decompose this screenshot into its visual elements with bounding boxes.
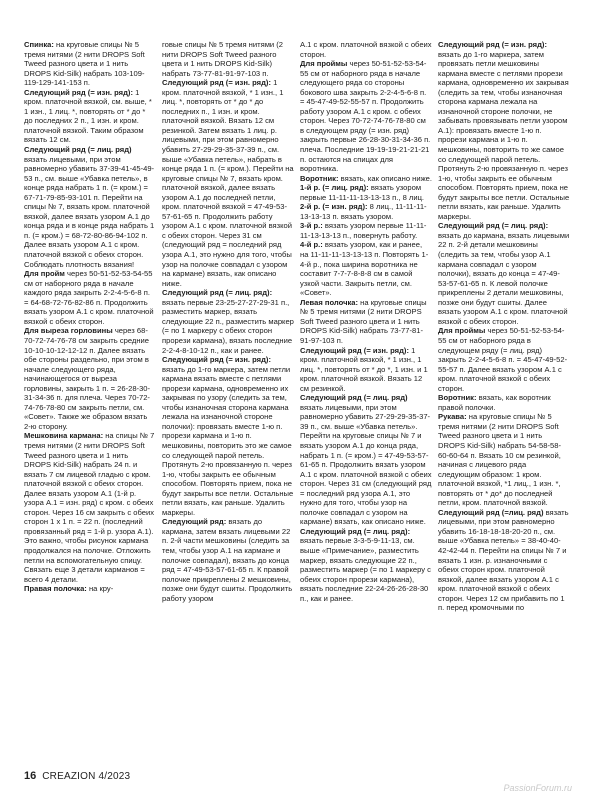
page-number: 16 <box>24 770 37 782</box>
paragraph <box>438 393 570 412</box>
paragraph-heading: Следующий ряд (= лиц. ряд) <box>24 145 132 155</box>
paragraph-text: вязать до 1-го маркера, затем провязать петли мешковины кармана вместе с петлями прорези кармана, одновременно их закрывая (следить за тем, чтобы изнаночная сторона кармана лежала на изнаночной стороне полочки, не забывать провязывать петли узором А.1): провязать вместе 1-ю п. прорези кармана и 1-ю п. мешковины, повторить то же самое со следующей парой петель. Протянуть 2-ю провязанную п. через 1-ю, чтобы закрыть ее обычным способом. Повторять прием, пока не будут закрыты все петли. Остальные петли вязать, как раньше. Удалить маркеры. <box>438 49 570 221</box>
paragraph-heading: Рукава: <box>438 412 467 422</box>
page-footer <box>24 770 130 782</box>
paragraph-text: на кру- <box>86 584 114 594</box>
paragraph-text: вязать лицевыми, при этом равномерно убавить 16-18-18-18-20-20 п., см. выше «Убавка петель» = 38-40-40-42-42-44 п. Перейти на спицы № 7 и вязать 1 изн. р. изнаночными с обеих сторон кром. платочной вязкой, далее вязать узором А.1 с кром. платочной вязкой с обеих сторон. Через 12 см прибавить по 1 п. перед кромочными по <box>438 507 569 613</box>
paragraph-text: вязать до 1-го маркера, затем петли кармана вязать вместе с петлями прорези кармана, одновременно их закрывая по узору (следить за тем, чтобы изнаночная сторона кармана лежала на изнаночной стороне полочки): провязать вместе 1-ю п. прорези кармана и 1-ю п. мешковины, повторить это же самое со следующей парой петель. Протянуть 2-ю провязанную п. через 1-ю, чтобы закрыть ее обычным способом. Повторять прием, пока не будут закрыты все петли. Остальные петли вязать, как раньше. Удалить маркеры. <box>162 364 294 517</box>
paragraph-text: вязать узором первые 11-11-11-13-13-13 п., повернуть работу. <box>300 221 427 240</box>
paragraph <box>438 40 570 221</box>
paragraph-heading: Спинка: <box>24 40 54 49</box>
paragraph <box>438 412 570 507</box>
paragraph-heading: Для пройм <box>24 269 65 279</box>
paragraph <box>300 174 432 184</box>
paragraph-heading: Следующий ряд (= изн. ряд): <box>162 355 271 365</box>
text-column-1 <box>24 40 156 594</box>
paragraph-text: вязать до кармана, вязать лицевыми 22 п. 2-й детали мешковины (следить за тем, чтобы узор А.1 кармана совпадал с узором полочки), вязать до конца = 47-49-53-57-61-65 п. К левой полочке прикреплены 2 детали мешковины, позже они будут сшиты. Далее вязать узором А.1 с кром. платочной вязкой с обеих сторон. <box>438 230 570 326</box>
watermark: PassionForum.ru <box>503 783 572 793</box>
paragraph-text: на круговые спицы № 5 тремя нитями (2 нити DROPS Soft Tweed разного цвета и 1 нить DROPS Kid-Silk) набрать 73-77-81-91-97-103 п. <box>300 297 427 345</box>
paragraph-text: 1 кром. платочной вязкой, * 1 изн., 1 лиц. *, повторять от * до *, 1 изн. и 1 кром. платочной вязкой. Вязать 12 см резинкой. <box>300 345 428 393</box>
paragraph-text: вязать узором, как и ранее, на 11-11-11-13-13-13 п. Повторять 1-4-й р., пока ширина воротника не составит 7-7-7-8-8-8 см в самой узкой части. Закрыть петли, см. «Совет». <box>300 240 429 298</box>
paragraph <box>162 355 294 517</box>
paragraph <box>438 326 570 393</box>
paragraph-heading: Мешковина кармана: <box>24 431 104 441</box>
paragraph <box>300 298 432 346</box>
paragraph-heading: Следующий ряд (= лиц. ряд) <box>300 393 408 403</box>
paragraph-heading: Левая полочка: <box>300 297 359 307</box>
paragraph-text: вязать, как описано ниже. <box>338 173 432 183</box>
paragraph-heading: Следующий ряд (= изн. ряд): <box>438 40 547 49</box>
paragraph-heading: Воротник: <box>438 393 477 403</box>
paragraph-heading: Для выреза горловины <box>24 326 113 336</box>
paragraph-heading: Для проймы <box>300 59 348 69</box>
magazine-issue: CREAZION 4/2023 <box>42 771 131 782</box>
paragraph-text: вязать первые 3-3-5-9-11-13, см. выше «Примечание», разместить маркер, вязать следующие 22 п., разместить маркер (= по 1 маркеру с обеих сторон прорези кармана), вязать последние 22-24-26-26-28-30 п., как и ранее. <box>300 536 431 603</box>
text-column-4 <box>438 40 570 613</box>
paragraph <box>162 517 294 603</box>
paragraph <box>300 240 432 297</box>
text-column-2 <box>162 40 294 603</box>
paragraph <box>24 269 156 326</box>
paragraph-text: вязать первые 23-25-27-27-29-31 п., разместить маркер, вязать следующие 22 п., разместить маркер (= по 1 маркеру с обеих сторон прорези кармана), вязать последние 2-2-4-8-10-12 п., как и ранее. <box>162 297 294 355</box>
paragraph <box>300 346 432 394</box>
paragraph-text: вязать лицевыми, при этом равномерно убавить 37-39-41-45-49-53 п., см. выше «Убавка петель», в конце ряда набрать 1 п. (= кром.) = 67-71-79-85-93-101 п. Перейти на спицы № 7, вязать кром. платочной вязкой, далее вязать узором А.1 до конца ряда и в конце ряда набрать 1 п. (= кром.) = 68-72-80-86-94-102 п. Далее вязать узором А.1 с кром. платочной вязкой с обеих сторон. Соблюдать плотность вязания! <box>24 154 155 269</box>
paragraph-text: 8 лиц., 11-11-11-13-13-13 п. вязать узором. <box>300 202 427 221</box>
paragraph <box>300 202 432 221</box>
paragraph-text: на спицы № 7 тремя нитями (2 нити DROPS Soft Tweed разного цвета и 1 нить DROPS Kid-Silk) набрать 24 п. и вязать 7 см лицевой гладью с кром. платочной вязкой с обеих сторон. Далее вязать узором А.1 (1-й р. узора А.1 = изн. ряд) с кром. с обеих сторон. Через 16 см закрыть с обеих сторон 1 х 1 п. = 22 п. (последний провязанный ряд = 1-й р. узора А.1). Это важно, чтобы рисунок кармана продолжался на полочке. Отложить петли на вспомогательную спицу. Связать еще 3 детали карманов = всего 4 детали. <box>24 431 155 584</box>
paragraph-text: говые спицы № 5 тремя нитями (2 нити DROPS Soft Tweed разного цвета и 1 нить DROPS Kid-Silk) набрать 73-77-81-91-97-103 п. <box>162 40 284 78</box>
paragraph-heading: 4-й р.: <box>300 240 323 250</box>
paragraph-text: через 68-70-72-74-76-78 см закрыть средние 10-10-10-12-12-12 п. Далее вязать обе стороны раздельно, при этом в начале следующего ряда, начинающегося от выреза горловины, закрыть 1 п. = 26-28-30-31-34-36 п. для плеча. Через 70-72-74-76-78-80 см закрыть петли, см. «Совет». Также же образом вязать 2-ю сторону. <box>24 326 151 431</box>
paragraph <box>300 393 432 527</box>
paragraph <box>24 584 156 594</box>
paragraph <box>24 88 156 145</box>
paragraph <box>300 221 432 240</box>
paragraph-text: вязать лицевыми, при этом равномерно убавить 27-29-29-35-37-39 п., см. выше «Убавка петель». Перейти на круговые спицы № 7 и вязать узором А.1 до конца ряда, набрать 1 п. (= кром.) = 47-49-53-57-61-65 п. Продолжить вязать узором А.1 с кром. платочной вязкой с обеих сторон. Через 31 см (следующий ряд = последний ряд узора А.1, это нужно для того, чтобы узор на полочке совпадал с узором на кармане) вязать, как описано ниже. <box>300 402 432 527</box>
paragraph <box>300 59 432 174</box>
paragraph-text: А.1 с кром. платочной вязкой с обеих сторон. <box>300 40 432 59</box>
paragraph <box>162 288 294 355</box>
paragraph-text: через 50-51-52-53-54-55 см от наборного ряда в начале следующего ряда со стороны бокового шва закрыть 2-2-4-5-6-8 п. = 45-47-49-52-55-57 п. Продолжить работу узором А.1 с кром. с обеих сторон. Через 70-72-74-76-78-80 см в следующем ряду (= изн. ряд) закрыть первые 26-28-30-31-34-36 п. плеча. Последние 19-19-19-21-21-21 п. остаются на спицах для воротника. <box>300 59 431 174</box>
paragraph <box>300 40 432 59</box>
paragraph-text: 1 кром. платочной вязкой, * 1 изн., 1 лиц. *, повторять от * до * до последних п., 1 изн. и кром. платочной вязкой. Вязать 12 см резинкой. Затем вязать 1 лиц. р. лицевыми, при этом равномерно убавить 27-29-29-35-37-39 п., см. выше «Убавка петель», набрать в конце ряда 1 п. (= кром.). Перейти на круговые спицы № 7, вязать кром. платочной вязкой, далее вязать узором А.1 до последней петли, кром. платочной вязкой = 47-49-53-57-61-65 п. Продолжить работу узором А.1 с кром. платочной вязкой с обеих сторон. Через 31 см (следующий ряд = последний ряд узора А.1, это нужно для того, чтобы узор на полочке совпадал с узором на кармане) вязать, как описано ниже. <box>162 78 294 288</box>
paragraph <box>438 221 570 326</box>
paragraph-text: вязать до кармана, затем вязать лицевыми 22 п. 2-й части мешковины (следить за тем, чтобы узор А.1 на кармане и полочке совпадал), вязать до конца ряд = 47-49-53-57-61-65 п. К правой полочке прикреплены 2 мешковины, позже они будут сшиты. Продолжить работу узором <box>162 517 293 603</box>
paragraph-heading: Правая полочка: <box>24 584 87 594</box>
paragraph-heading: 3-й р.: <box>300 221 323 231</box>
text-column-3 <box>300 40 432 603</box>
paragraph-heading: Следующий ряд (= лиц. ряд): <box>300 526 411 536</box>
paragraph <box>24 326 156 431</box>
paragraph-text: вязать узором первые 11-11-11-13-13-13 п., 8 лиц. <box>300 183 425 202</box>
paragraph-text: вязать, как воротник правой полочки. <box>438 393 551 412</box>
paragraph-text: 1 кром. платочной вязкой, см. выше, * 1 изн., 1 лиц. *, повторять от * до * до последних 2 п., 1 изн. и кром. платочной вязкой. Таким образом вязать 12 см. <box>24 87 152 145</box>
paragraph-heading: Следующий ряд (=лиц. ряд) <box>438 507 544 517</box>
paragraph-text: через 50-51-52-53-54-55 см от наборного ряда в следующем ряду (= лиц. ряд) закрыть 2-2-4-5-6-8 п. = 45-47-49-52-55-57 п. Далее вязать узором А.1 с кром. платочной вязкой с обеих сторон. <box>438 326 568 393</box>
paragraph <box>162 78 294 288</box>
paragraph <box>24 431 156 584</box>
paragraph-heading: Следующий ряд (= изн. ряд): <box>24 87 133 97</box>
paragraph-heading: 1-й р. (= лиц. ряд): <box>300 183 369 193</box>
paragraph <box>162 40 294 78</box>
paragraph <box>438 508 570 613</box>
paragraph-heading: Следующий ряд (= изн. ряд): <box>162 78 271 88</box>
paragraph-heading: Воротник: <box>300 173 339 183</box>
paragraph <box>24 40 156 88</box>
paragraph-text: на круговые спицы № 5 тремя нитями (2 нити DROPS Soft Tweed разного цвета и 1 нить DROPS Kid-Silk) набрать 103-109-119-129-141-153 п. <box>24 40 145 88</box>
paragraph-text: на круговые спицы № 5 тремя нитями (2 нити DROPS Soft Tweed разного цвета и 1 нить DROPS Kid-Silk) набрать 54-58-58-60-60-64 п. Вязать 10 см резинкой, начиная с лицевого ряда следующим образом: 1 кром. платочной вязкой, *1 лиц., 1 изн. *, повторять от * до* до последней петли, кром. платочной вязкой. <box>438 412 562 508</box>
paragraph <box>300 183 432 202</box>
paragraph-text: через 50-51-52-53-54-55 см от наборного ряда в начале каждого ряда закрыть 2-2-4-5-6-8 п. = 64-68-72-76-82-86 п. Продолжить вязать узором А.1 с кром. платочной вязкой с обеих сторон. <box>24 269 154 326</box>
paragraph-heading: Для проймы <box>438 326 486 336</box>
paragraph <box>24 145 156 269</box>
paragraph-heading: 2-й р. (= изн. ряд): <box>300 202 368 212</box>
paragraph-heading: Следующий ряд (= лиц. ряд): <box>162 288 273 298</box>
paragraph <box>300 527 432 603</box>
paragraph-heading: Следующий ряд: <box>162 517 227 527</box>
paragraph-heading: Следующий ряд (= изн. ряд): <box>300 345 409 355</box>
paragraph-heading: Следующий ряд (= лиц. ряд): <box>438 221 549 231</box>
